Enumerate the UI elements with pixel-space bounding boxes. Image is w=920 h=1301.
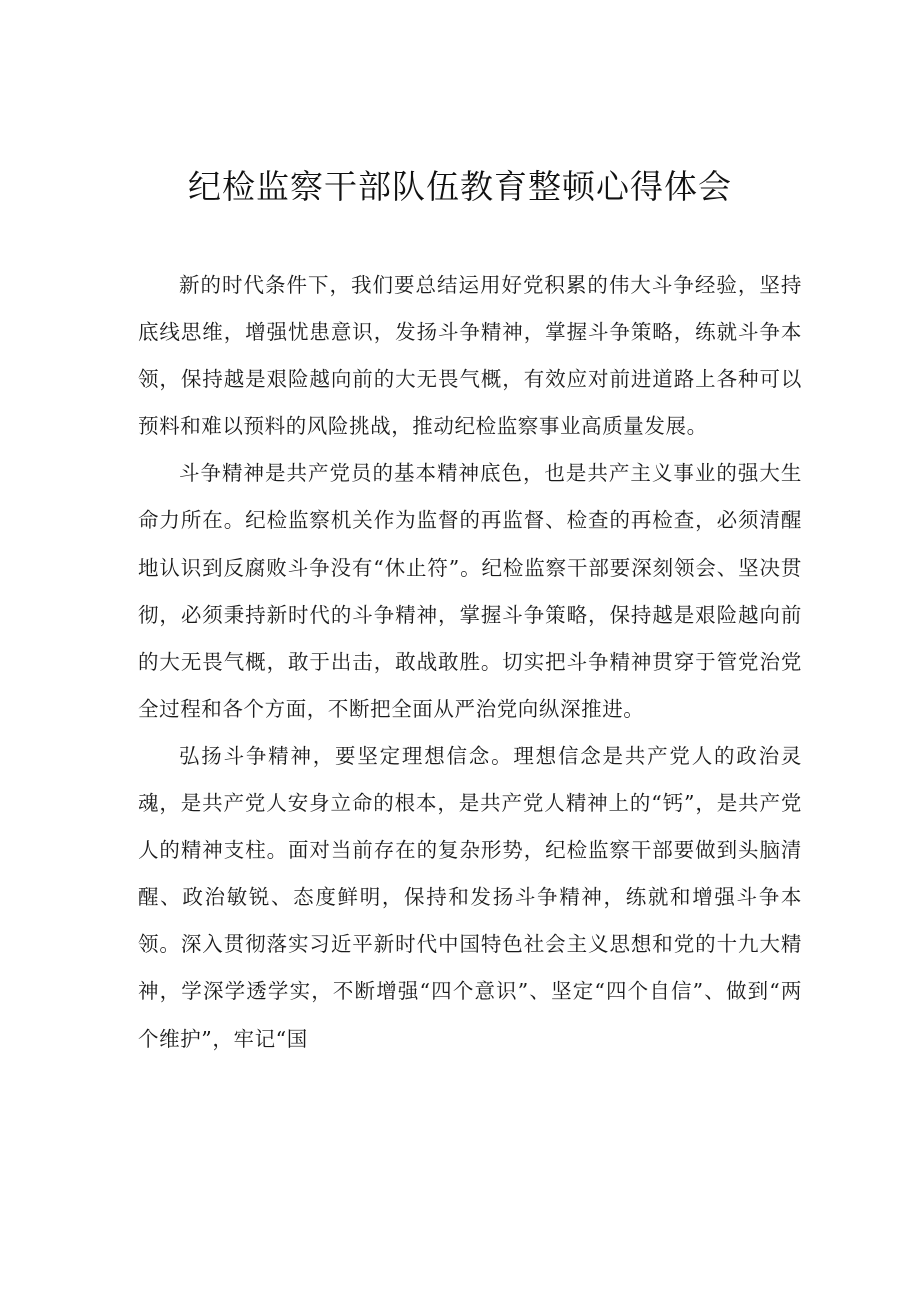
paragraph-3: 弘扬斗争精神，要坚定理想信念。理想信念是共产党人的政治灵魂，是共产党人安身立命的根本，是共产党人精神上的“钙”，是共产党人的精神支柱。面对当前存在的复杂形势，纪检监察干部要做到头脑清醒、政治敏锐、态度鲜明，保持和发扬斗争精神，练就和增强斗争本领。深入贯彻落实习近平新时代中国特色社会主义思想和党的十九大精神，学深学透学实，不断增强“四个意识”、坚定“四个自信”、做到“两个维护”，牢记“国	[138, 743, 802, 1051]
document-title: 纪检监察干部队伍教育整顿心得体会	[188, 167, 732, 206]
paragraph-2: 斗争精神是共产党员的基本精神底色，也是共产主义事业的强大生命力所在。纪检监察机关作为监督的再监督、检查的再检查，必须清醒地认识到反腐败斗争没有“休止符”。纪检监察干部要深刻领会、坚决贯彻，必须秉持新时代的斗争精神，掌握斗争策略，保持越是艰险越向前的大无畏气概，敢于出击，敢战敢胜。切实把斗争精神贯穿于管党治党全过程和各个方面，不断把全面从严治党向纵深推进。	[138, 461, 802, 721]
document-body	[138, 262, 802, 1063]
paragraph-1: 新的时代条件下，我们要总结运用好党积累的伟大斗争经验，坚持底线思维，增强忧患意识，发扬斗争精神，掌握斗争策略，练就斗争本领，保持越是艰险越向前的大无畏气概，有效应对前进道路上各种可以预料和难以预料的风险挑战，推动纪检监察事业高质量发展。	[138, 273, 802, 439]
